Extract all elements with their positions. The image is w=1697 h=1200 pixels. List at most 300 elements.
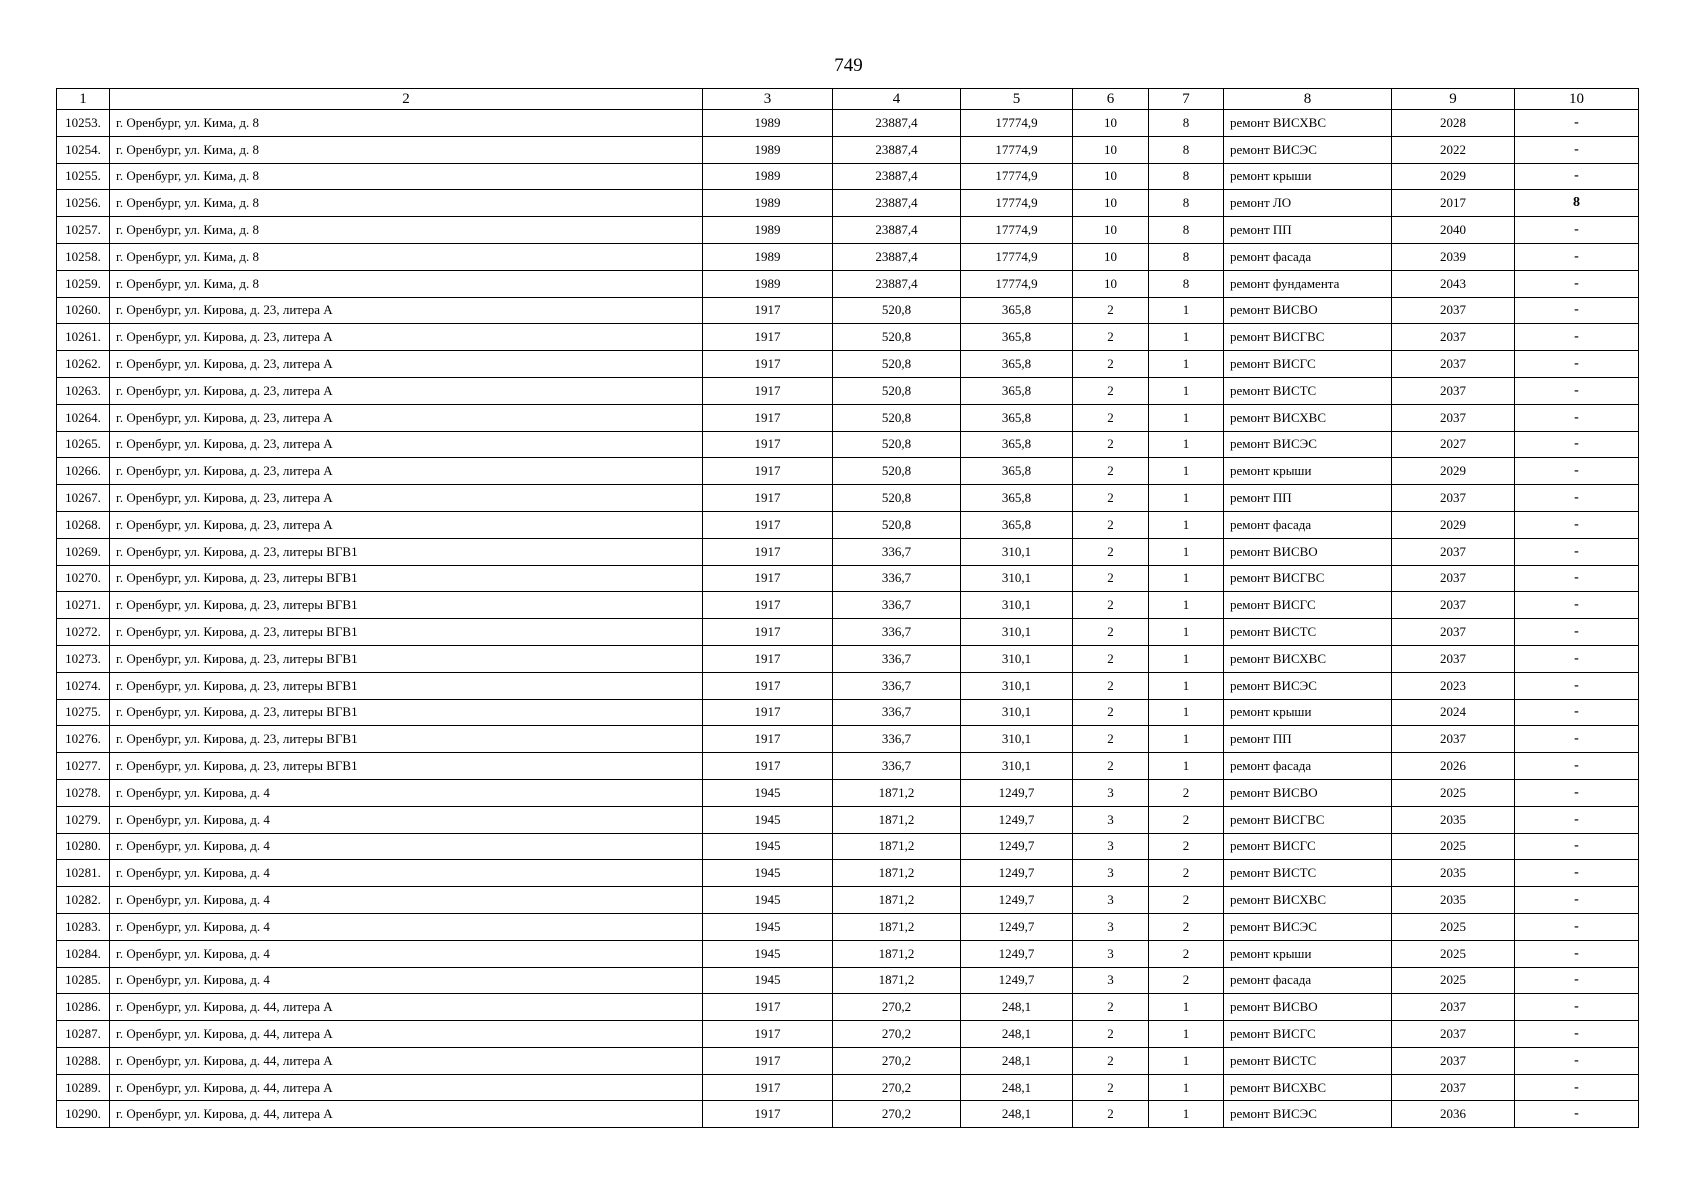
entrances-cell: 2 xyxy=(1149,887,1224,914)
address-cell: г. Оренбург, ул. Кирова, д. 4 xyxy=(110,967,703,994)
table-body xyxy=(57,110,1639,1128)
total-area-cell: 23887,4 xyxy=(833,243,961,270)
row-number-cell: 10288. xyxy=(57,1047,110,1074)
work-type-cell: ремонт ВИСТС xyxy=(1224,377,1392,404)
address-cell: г. Оренбург, ул. Кирова, д. 4 xyxy=(110,887,703,914)
entrances-cell: 1 xyxy=(1149,377,1224,404)
table-row xyxy=(57,1021,1639,1048)
year-planned-cell: 2035 xyxy=(1392,887,1515,914)
entrances-cell: 1 xyxy=(1149,324,1224,351)
floors-cell: 3 xyxy=(1073,860,1149,887)
year-planned-cell: 2027 xyxy=(1392,431,1515,458)
column-10-value-cell: - xyxy=(1515,645,1639,672)
table-row xyxy=(57,324,1639,351)
work-type-cell: ремонт ВИСВО xyxy=(1224,994,1392,1021)
column-10-value-cell: - xyxy=(1515,511,1639,538)
total-area-cell: 336,7 xyxy=(833,538,961,565)
floors-cell: 10 xyxy=(1073,190,1149,217)
entrances-cell: 1 xyxy=(1149,1101,1224,1128)
table-row xyxy=(57,726,1639,753)
total-area-cell: 336,7 xyxy=(833,565,961,592)
entrances-cell: 2 xyxy=(1149,913,1224,940)
table-row xyxy=(57,511,1639,538)
total-area-cell: 23887,4 xyxy=(833,190,961,217)
table-row xyxy=(57,753,1639,780)
work-type-cell: ремонт ВИСЭС xyxy=(1224,913,1392,940)
floors-cell: 10 xyxy=(1073,110,1149,137)
column-header-7: 7 xyxy=(1149,89,1224,110)
year-planned-cell: 2037 xyxy=(1392,404,1515,431)
table-row xyxy=(57,887,1639,914)
address-cell: г. Оренбург, ул. Кирова, д. 23, литеры ВГВ1 xyxy=(110,726,703,753)
address-cell: г. Оренбург, ул. Кирова, д. 4 xyxy=(110,806,703,833)
total-area-cell: 520,8 xyxy=(833,404,961,431)
work-type-cell: ремонт ВИСВО xyxy=(1224,297,1392,324)
living-area-cell: 248,1 xyxy=(961,994,1073,1021)
table-row xyxy=(57,217,1639,244)
column-10-value-cell: - xyxy=(1515,1101,1639,1128)
year-built-cell: 1989 xyxy=(703,217,833,244)
total-area-cell: 1871,2 xyxy=(833,887,961,914)
table-row xyxy=(57,967,1639,994)
column-10-value-cell: - xyxy=(1515,324,1639,351)
address-cell: г. Оренбург, ул. Кирова, д. 23, литеры ВГВ1 xyxy=(110,645,703,672)
work-type-cell: ремонт ВИСЭС xyxy=(1224,672,1392,699)
floors-cell: 10 xyxy=(1073,243,1149,270)
address-cell: г. Оренбург, ул. Кирова, д. 44, литера А xyxy=(110,1101,703,1128)
table-row xyxy=(57,404,1639,431)
floors-cell: 2 xyxy=(1073,672,1149,699)
address-cell: г. Оренбург, ул. Кирова, д. 23, литеры ВГВ1 xyxy=(110,672,703,699)
address-cell: г. Оренбург, ул. Кирова, д. 23, литера А xyxy=(110,297,703,324)
work-type-cell: ремонт крыши xyxy=(1224,940,1392,967)
living-area-cell: 310,1 xyxy=(961,699,1073,726)
table-row xyxy=(57,592,1639,619)
row-number-cell: 10261. xyxy=(57,324,110,351)
year-planned-cell: 2036 xyxy=(1392,1101,1515,1128)
year-built-cell: 1945 xyxy=(703,887,833,914)
year-built-cell: 1945 xyxy=(703,940,833,967)
column-10-value-cell: - xyxy=(1515,1047,1639,1074)
row-number-cell: 10274. xyxy=(57,672,110,699)
floors-cell: 2 xyxy=(1073,699,1149,726)
row-number-cell: 10279. xyxy=(57,806,110,833)
year-planned-cell: 2029 xyxy=(1392,458,1515,485)
year-planned-cell: 2022 xyxy=(1392,136,1515,163)
living-area-cell: 310,1 xyxy=(961,619,1073,646)
entrances-cell: 2 xyxy=(1149,833,1224,860)
living-area-cell: 17774,9 xyxy=(961,190,1073,217)
total-area-cell: 520,8 xyxy=(833,485,961,512)
column-10-value-cell: - xyxy=(1515,404,1639,431)
living-area-cell: 17774,9 xyxy=(961,136,1073,163)
living-area-cell: 310,1 xyxy=(961,592,1073,619)
total-area-cell: 23887,4 xyxy=(833,110,961,137)
year-built-cell: 1917 xyxy=(703,538,833,565)
address-cell: г. Оренбург, ул. Кирова, д. 44, литера А xyxy=(110,1047,703,1074)
address-cell: г. Оренбург, ул. Кима, д. 8 xyxy=(110,136,703,163)
year-built-cell: 1945 xyxy=(703,913,833,940)
address-cell: г. Оренбург, ул. Кирова, д. 23, литера А xyxy=(110,324,703,351)
row-number-cell: 10275. xyxy=(57,699,110,726)
table-row xyxy=(57,458,1639,485)
floors-cell: 2 xyxy=(1073,565,1149,592)
table-row xyxy=(57,860,1639,887)
address-cell: г. Оренбург, ул. Кирова, д. 23, литеры ВГВ1 xyxy=(110,565,703,592)
total-area-cell: 1871,2 xyxy=(833,860,961,887)
floors-cell: 3 xyxy=(1073,967,1149,994)
work-type-cell: ремонт ВИСГВС xyxy=(1224,324,1392,351)
row-number-cell: 10260. xyxy=(57,297,110,324)
column-10-value-cell: - xyxy=(1515,163,1639,190)
year-built-cell: 1917 xyxy=(703,1047,833,1074)
table-row xyxy=(57,297,1639,324)
entrances-cell: 1 xyxy=(1149,753,1224,780)
table-row xyxy=(57,565,1639,592)
floors-cell: 2 xyxy=(1073,592,1149,619)
work-type-cell: ремонт ВИСЭС xyxy=(1224,1101,1392,1128)
work-type-cell: ремонт ВИСВО xyxy=(1224,538,1392,565)
floors-cell: 10 xyxy=(1073,136,1149,163)
living-area-cell: 17774,9 xyxy=(961,217,1073,244)
year-planned-cell: 2035 xyxy=(1392,806,1515,833)
work-type-cell: ремонт фундамента xyxy=(1224,270,1392,297)
floors-cell: 2 xyxy=(1073,297,1149,324)
address-cell: г. Оренбург, ул. Кирова, д. 23, литера А xyxy=(110,458,703,485)
year-built-cell: 1945 xyxy=(703,860,833,887)
floors-cell: 2 xyxy=(1073,324,1149,351)
column-10-value-cell: - xyxy=(1515,779,1639,806)
address-cell: г. Оренбург, ул. Кирова, д. 4 xyxy=(110,860,703,887)
floors-cell: 2 xyxy=(1073,538,1149,565)
living-area-cell: 365,8 xyxy=(961,297,1073,324)
row-number-cell: 10268. xyxy=(57,511,110,538)
address-cell: г. Оренбург, ул. Кирова, д. 4 xyxy=(110,913,703,940)
table-row xyxy=(57,672,1639,699)
year-planned-cell: 2039 xyxy=(1392,243,1515,270)
address-cell: г. Оренбург, ул. Кирова, д. 23, литеры ВГВ1 xyxy=(110,619,703,646)
column-header-5: 5 xyxy=(961,89,1073,110)
floors-cell: 2 xyxy=(1073,619,1149,646)
floors-cell: 3 xyxy=(1073,806,1149,833)
entrances-cell: 8 xyxy=(1149,190,1224,217)
living-area-cell: 310,1 xyxy=(961,726,1073,753)
row-number-cell: 10256. xyxy=(57,190,110,217)
work-type-cell: ремонт крыши xyxy=(1224,699,1392,726)
row-number-cell: 10281. xyxy=(57,860,110,887)
work-type-cell: ремонт фасада xyxy=(1224,243,1392,270)
work-type-cell: ремонт ВИСГС xyxy=(1224,351,1392,378)
total-area-cell: 520,8 xyxy=(833,458,961,485)
column-10-value-cell: - xyxy=(1515,458,1639,485)
column-10-value-cell: - xyxy=(1515,672,1639,699)
row-number-cell: 10283. xyxy=(57,913,110,940)
address-cell: г. Оренбург, ул. Кима, д. 8 xyxy=(110,217,703,244)
year-built-cell: 1945 xyxy=(703,833,833,860)
floors-cell: 2 xyxy=(1073,431,1149,458)
floors-cell: 2 xyxy=(1073,351,1149,378)
floors-cell: 2 xyxy=(1073,1074,1149,1101)
address-cell: г. Оренбург, ул. Кирова, д. 23, литера А xyxy=(110,377,703,404)
work-type-cell: ремонт ВИСХВС xyxy=(1224,404,1392,431)
year-built-cell: 1989 xyxy=(703,243,833,270)
work-type-cell: ремонт ВИСХВС xyxy=(1224,645,1392,672)
year-built-cell: 1917 xyxy=(703,324,833,351)
year-built-cell: 1917 xyxy=(703,1021,833,1048)
living-area-cell: 248,1 xyxy=(961,1021,1073,1048)
total-area-cell: 1871,2 xyxy=(833,940,961,967)
entrances-cell: 1 xyxy=(1149,431,1224,458)
entrances-cell: 1 xyxy=(1149,404,1224,431)
living-area-cell: 365,8 xyxy=(961,324,1073,351)
address-cell: г. Оренбург, ул. Кирова, д. 44, литера А xyxy=(110,1021,703,1048)
year-planned-cell: 2029 xyxy=(1392,163,1515,190)
entrances-cell: 8 xyxy=(1149,217,1224,244)
year-planned-cell: 2025 xyxy=(1392,833,1515,860)
column-10-value-cell: - xyxy=(1515,351,1639,378)
floors-cell: 2 xyxy=(1073,726,1149,753)
living-area-cell: 365,8 xyxy=(961,485,1073,512)
address-cell: г. Оренбург, ул. Кирова, д. 23, литера А xyxy=(110,431,703,458)
total-area-cell: 23887,4 xyxy=(833,217,961,244)
row-number-cell: 10259. xyxy=(57,270,110,297)
total-area-cell: 1871,2 xyxy=(833,779,961,806)
row-number-cell: 10284. xyxy=(57,940,110,967)
table-row xyxy=(57,645,1639,672)
year-built-cell: 1917 xyxy=(703,511,833,538)
year-planned-cell: 2026 xyxy=(1392,753,1515,780)
table-row xyxy=(57,190,1639,217)
year-built-cell: 1917 xyxy=(703,619,833,646)
year-planned-cell: 2037 xyxy=(1392,645,1515,672)
floors-cell: 2 xyxy=(1073,1021,1149,1048)
living-area-cell: 248,1 xyxy=(961,1101,1073,1128)
living-area-cell: 1249,7 xyxy=(961,806,1073,833)
year-planned-cell: 2037 xyxy=(1392,994,1515,1021)
row-number-cell: 10258. xyxy=(57,243,110,270)
table-row xyxy=(57,243,1639,270)
year-built-cell: 1917 xyxy=(703,485,833,512)
living-area-cell: 365,8 xyxy=(961,404,1073,431)
work-type-cell: ремонт фасада xyxy=(1224,753,1392,780)
row-number-cell: 10285. xyxy=(57,967,110,994)
row-number-cell: 10287. xyxy=(57,1021,110,1048)
floors-cell: 10 xyxy=(1073,217,1149,244)
entrances-cell: 1 xyxy=(1149,538,1224,565)
table-row xyxy=(57,913,1639,940)
data-table xyxy=(56,88,1639,1128)
entrances-cell: 1 xyxy=(1149,565,1224,592)
table-row xyxy=(57,1101,1639,1128)
year-planned-cell: 2037 xyxy=(1392,377,1515,404)
work-type-cell: ремонт ВИСТС xyxy=(1224,619,1392,646)
total-area-cell: 336,7 xyxy=(833,726,961,753)
row-number-cell: 10257. xyxy=(57,217,110,244)
column-10-value-cell: - xyxy=(1515,967,1639,994)
entrances-cell: 2 xyxy=(1149,940,1224,967)
total-area-cell: 23887,4 xyxy=(833,136,961,163)
row-number-cell: 10264. xyxy=(57,404,110,431)
address-cell: г. Оренбург, ул. Кирова, д. 23, литеры ВГВ1 xyxy=(110,699,703,726)
row-number-cell: 10290. xyxy=(57,1101,110,1128)
row-number-cell: 10269. xyxy=(57,538,110,565)
year-built-cell: 1917 xyxy=(703,645,833,672)
column-10-value-cell: - xyxy=(1515,619,1639,646)
year-built-cell: 1989 xyxy=(703,110,833,137)
column-10-value-cell: - xyxy=(1515,833,1639,860)
living-area-cell: 365,8 xyxy=(961,511,1073,538)
year-built-cell: 1989 xyxy=(703,270,833,297)
year-built-cell: 1917 xyxy=(703,726,833,753)
year-planned-cell: 2025 xyxy=(1392,913,1515,940)
entrances-cell: 1 xyxy=(1149,1047,1224,1074)
year-built-cell: 1917 xyxy=(703,672,833,699)
work-type-cell: ремонт ВИСТС xyxy=(1224,860,1392,887)
page-number: 749 xyxy=(834,55,863,76)
entrances-cell: 2 xyxy=(1149,967,1224,994)
year-planned-cell: 2037 xyxy=(1392,324,1515,351)
living-area-cell: 17774,9 xyxy=(961,110,1073,137)
row-number-cell: 10253. xyxy=(57,110,110,137)
living-area-cell: 1249,7 xyxy=(961,887,1073,914)
year-built-cell: 1917 xyxy=(703,565,833,592)
column-10-value-cell: - xyxy=(1515,806,1639,833)
entrances-cell: 1 xyxy=(1149,1074,1224,1101)
column-10-value-cell: - xyxy=(1515,726,1639,753)
entrances-cell: 8 xyxy=(1149,243,1224,270)
year-built-cell: 1917 xyxy=(703,431,833,458)
table-row xyxy=(57,940,1639,967)
living-area-cell: 365,8 xyxy=(961,351,1073,378)
year-built-cell: 1917 xyxy=(703,458,833,485)
row-number-cell: 10282. xyxy=(57,887,110,914)
row-number-cell: 10255. xyxy=(57,163,110,190)
work-type-cell: ремонт ВИСГВС xyxy=(1224,565,1392,592)
work-type-cell: ремонт ВИСХВС xyxy=(1224,110,1392,137)
address-cell: г. Оренбург, ул. Кирова, д. 4 xyxy=(110,833,703,860)
living-area-cell: 1249,7 xyxy=(961,779,1073,806)
year-planned-cell: 2037 xyxy=(1392,297,1515,324)
year-planned-cell: 2037 xyxy=(1392,565,1515,592)
column-header-9: 9 xyxy=(1392,89,1515,110)
row-number-cell: 10273. xyxy=(57,645,110,672)
table-row xyxy=(57,163,1639,190)
total-area-cell: 336,7 xyxy=(833,672,961,699)
table-row xyxy=(57,699,1639,726)
entrances-cell: 1 xyxy=(1149,485,1224,512)
column-10-value-cell: - xyxy=(1515,699,1639,726)
column-10-value-cell: - xyxy=(1515,592,1639,619)
year-built-cell: 1917 xyxy=(703,377,833,404)
column-10-value-cell: - xyxy=(1515,136,1639,163)
total-area-cell: 520,8 xyxy=(833,377,961,404)
work-type-cell: ремонт крыши xyxy=(1224,458,1392,485)
header-row xyxy=(57,89,1639,110)
living-area-cell: 365,8 xyxy=(961,377,1073,404)
column-10-value-cell: - xyxy=(1515,860,1639,887)
year-planned-cell: 2024 xyxy=(1392,699,1515,726)
address-cell: г. Оренбург, ул. Кирова, д. 23, литера А xyxy=(110,485,703,512)
address-cell: г. Оренбург, ул. Кирова, д. 23, литеры ВГВ1 xyxy=(110,753,703,780)
floors-cell: 2 xyxy=(1073,404,1149,431)
year-planned-cell: 2037 xyxy=(1392,351,1515,378)
address-cell: г. Оренбург, ул. Кирова, д. 23, литера А xyxy=(110,351,703,378)
total-area-cell: 336,7 xyxy=(833,753,961,780)
total-area-cell: 270,2 xyxy=(833,1047,961,1074)
entrances-cell: 1 xyxy=(1149,1021,1224,1048)
floors-cell: 2 xyxy=(1073,458,1149,485)
table-row xyxy=(57,806,1639,833)
address-cell: г. Оренбург, ул. Кима, д. 8 xyxy=(110,110,703,137)
entrances-cell: 1 xyxy=(1149,994,1224,1021)
living-area-cell: 310,1 xyxy=(961,753,1073,780)
table-row xyxy=(57,994,1639,1021)
work-type-cell: ремонт фасада xyxy=(1224,967,1392,994)
column-10-value-cell: - xyxy=(1515,377,1639,404)
work-type-cell: ремонт ЛО xyxy=(1224,190,1392,217)
floors-cell: 2 xyxy=(1073,377,1149,404)
year-built-cell: 1917 xyxy=(703,699,833,726)
year-planned-cell: 2037 xyxy=(1392,726,1515,753)
year-built-cell: 1917 xyxy=(703,1101,833,1128)
address-cell: г. Оренбург, ул. Кима, д. 8 xyxy=(110,243,703,270)
column-header-8: 8 xyxy=(1224,89,1392,110)
floors-cell: 3 xyxy=(1073,779,1149,806)
row-number-cell: 10270. xyxy=(57,565,110,592)
entrances-cell: 1 xyxy=(1149,645,1224,672)
table-row xyxy=(57,136,1639,163)
year-planned-cell: 2025 xyxy=(1392,779,1515,806)
living-area-cell: 17774,9 xyxy=(961,163,1073,190)
column-10-value-cell: - xyxy=(1515,110,1639,137)
entrances-cell: 2 xyxy=(1149,860,1224,887)
address-cell: г. Оренбург, ул. Кирова, д. 4 xyxy=(110,779,703,806)
floors-cell: 2 xyxy=(1073,753,1149,780)
address-cell: г. Оренбург, ул. Кима, д. 8 xyxy=(110,270,703,297)
living-area-cell: 248,1 xyxy=(961,1047,1073,1074)
living-area-cell: 365,8 xyxy=(961,458,1073,485)
total-area-cell: 336,7 xyxy=(833,592,961,619)
table-row xyxy=(57,619,1639,646)
year-planned-cell: 2028 xyxy=(1392,110,1515,137)
table-row xyxy=(57,351,1639,378)
living-area-cell: 310,1 xyxy=(961,672,1073,699)
table-row xyxy=(57,1074,1639,1101)
column-header-3: 3 xyxy=(703,89,833,110)
table-row xyxy=(57,1047,1639,1074)
floors-cell: 10 xyxy=(1073,163,1149,190)
floors-cell: 3 xyxy=(1073,833,1149,860)
work-type-cell: ремонт ВИСГС xyxy=(1224,1021,1392,1048)
year-built-cell: 1945 xyxy=(703,806,833,833)
table-row xyxy=(57,833,1639,860)
year-built-cell: 1945 xyxy=(703,779,833,806)
row-number-cell: 10289. xyxy=(57,1074,110,1101)
floors-cell: 2 xyxy=(1073,1047,1149,1074)
floors-cell: 3 xyxy=(1073,940,1149,967)
floors-cell: 2 xyxy=(1073,645,1149,672)
total-area-cell: 1871,2 xyxy=(833,913,961,940)
work-type-cell: ремонт крыши xyxy=(1224,163,1392,190)
total-area-cell: 23887,4 xyxy=(833,270,961,297)
column-10-value-cell: - xyxy=(1515,270,1639,297)
address-cell: г. Оренбург, ул. Кирова, д. 23, литеры ВГВ1 xyxy=(110,592,703,619)
year-planned-cell: 2025 xyxy=(1392,940,1515,967)
table-row xyxy=(57,270,1639,297)
total-area-cell: 1871,2 xyxy=(833,806,961,833)
column-10-value-cell: - xyxy=(1515,431,1639,458)
year-planned-cell: 2040 xyxy=(1392,217,1515,244)
